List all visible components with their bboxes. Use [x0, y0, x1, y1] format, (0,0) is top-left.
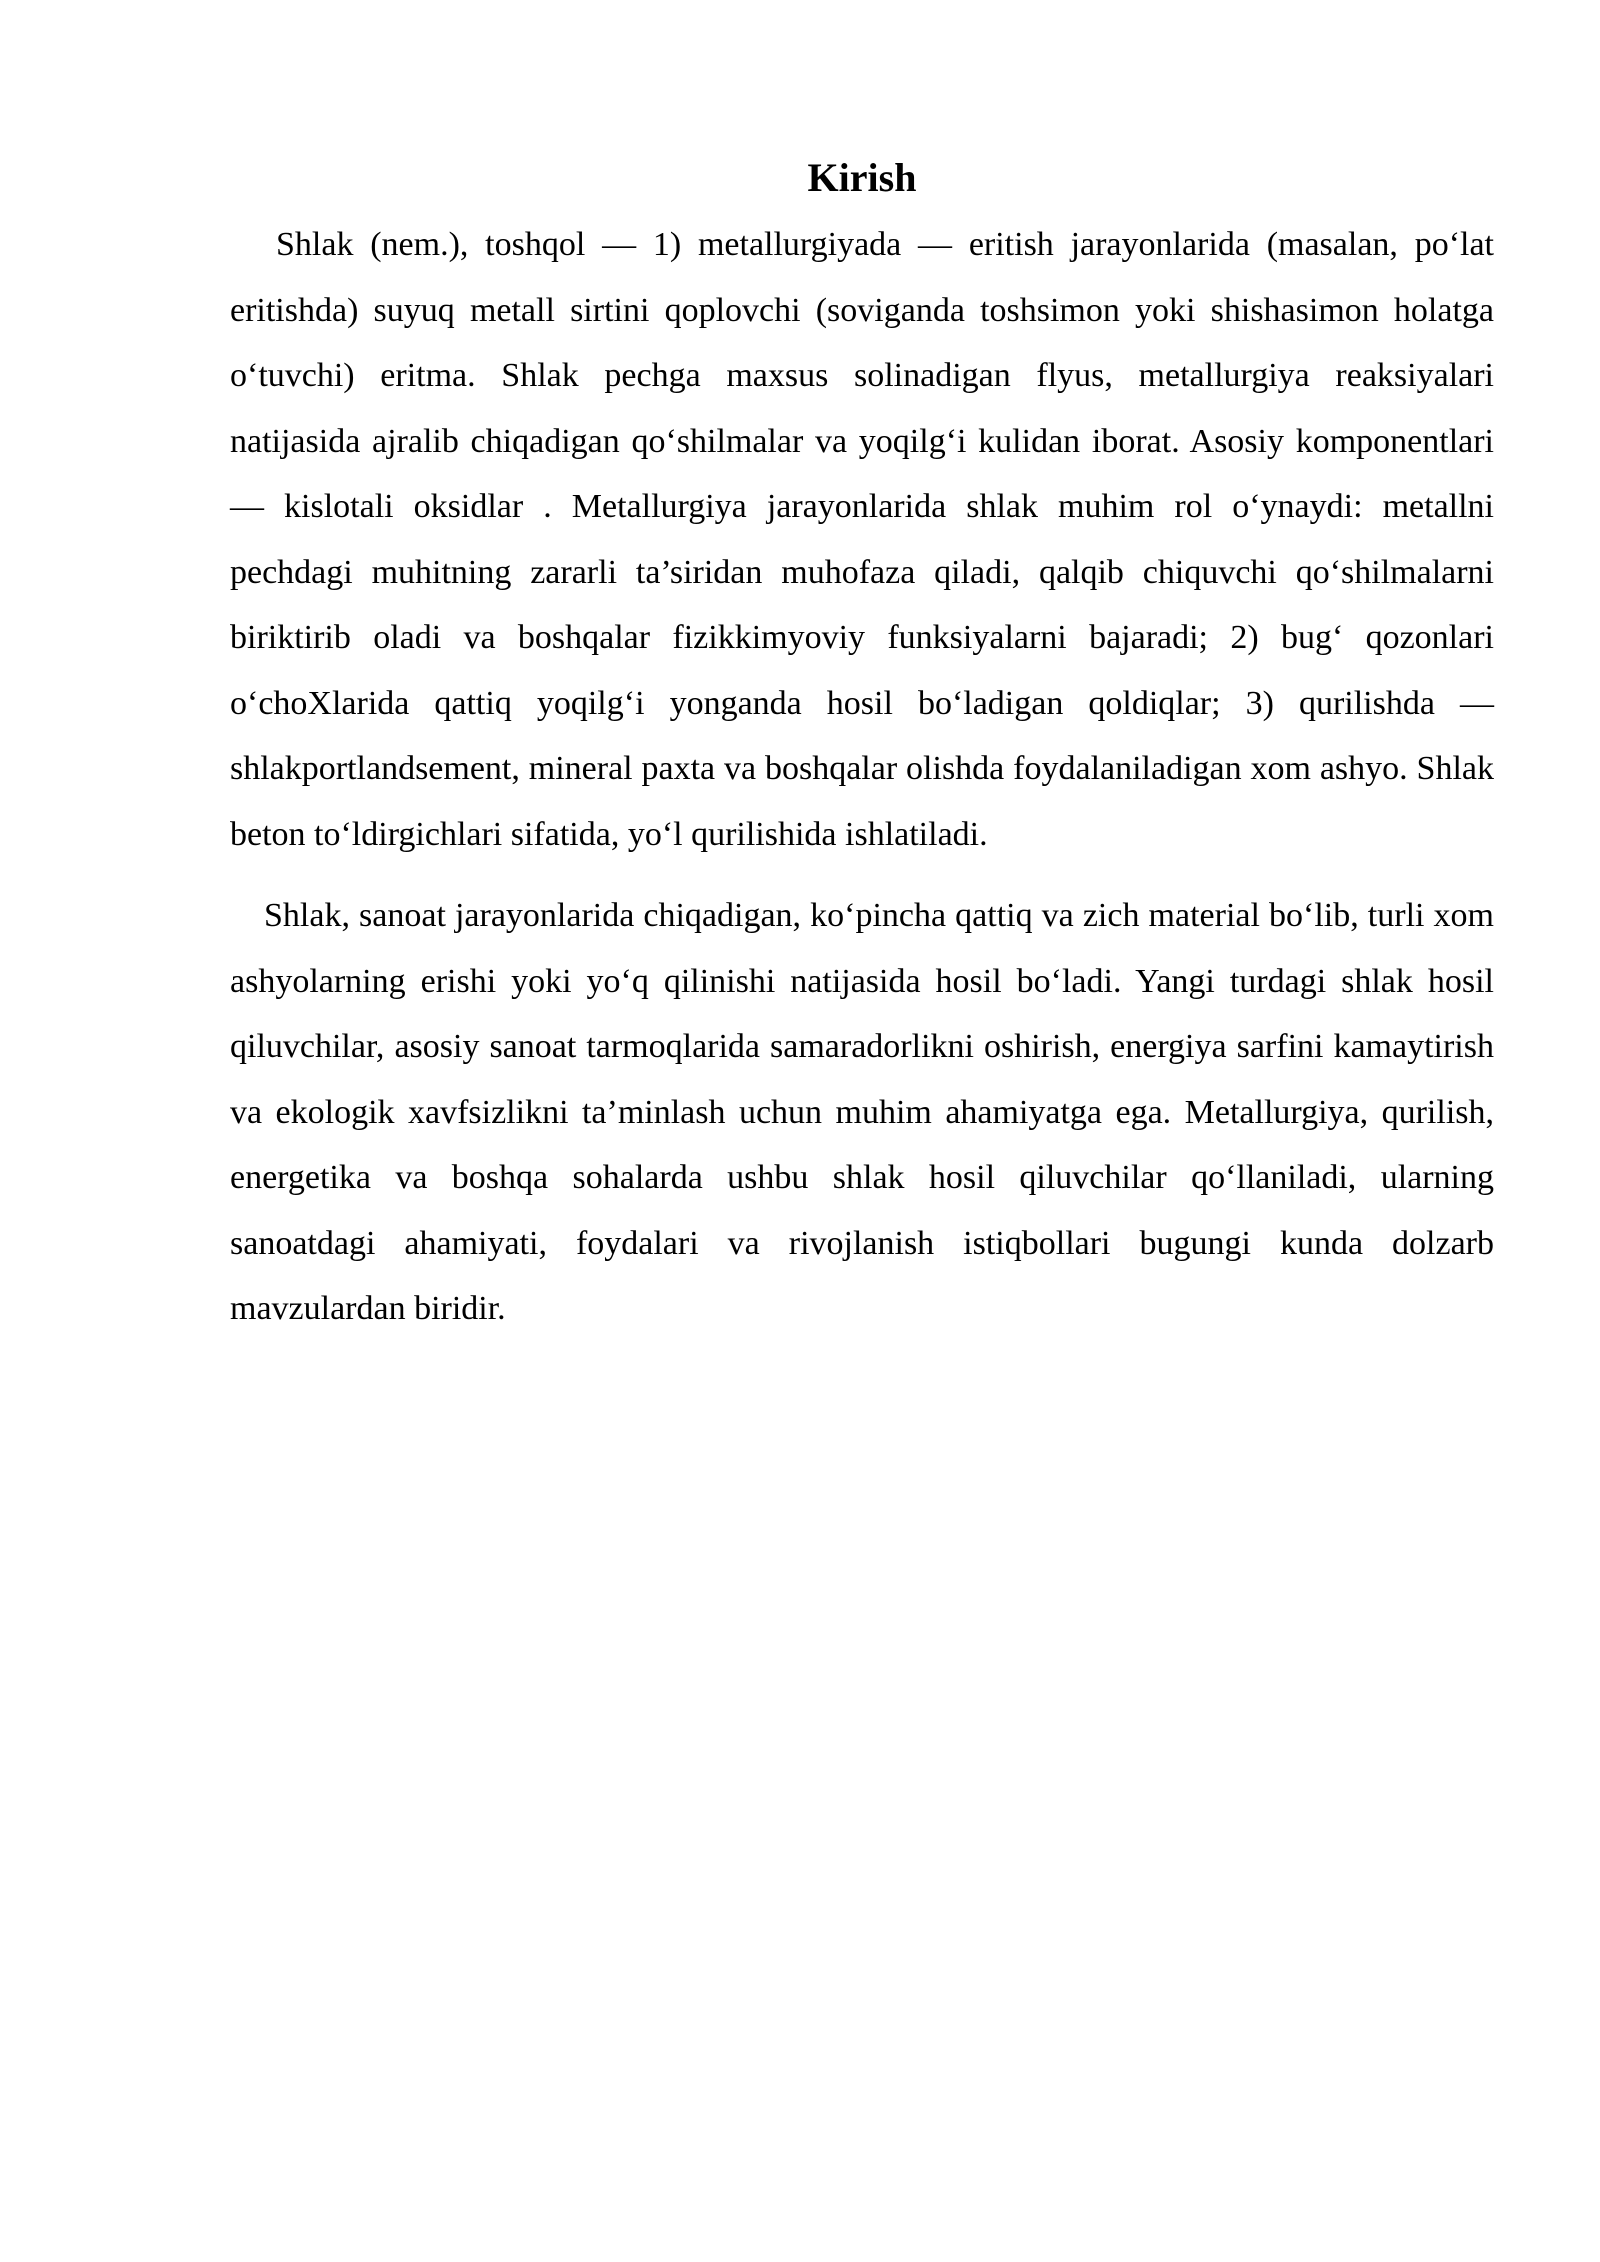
page-title: Kirish — [807, 155, 917, 200]
paragraph-2: Shlak, sanoat jarayonlarida chiqadigan, ko‘pincha qattiq va zich material bo‘lib, turli xom ashyolarning erishi yoki yo‘q qilinishi natijasida hosil bo‘ladi. Yangi turdagi shlak hosil qiluvchilar, asosiy sanoat tarmoqlarida samaradorlikni oshirish, energiya sarfini kamaytirish va ekologik xavfsizlikni ta’minlash uchun muhim ahamiyatga ega. Metallurgiya, qurilish, energetika va boshqa sohalarda ushbu shlak hosil qiluvchilar qo‘llaniladi, ularning sanoatdagi ahamiyati, foydalari va rivojlanish istiqbollari bugungi kunda dolzarb mavzulardan biridir. — [230, 897, 1494, 1327]
page-content — [230, 150, 1494, 1342]
paragraph-1: Shlak (nem.), toshqol — 1) metallurgiyada — eritish jarayonlarida (masalan, po‘lat eritishda) suyuq metall sirtini qoplovchi (soviganda toshsimon yoki shishasimon holatga o‘tuvchi) eritma. Shlak pechga maxsus solinadigan flyus, metallurgiya reaksiyalari natijasida ajralib chiqadigan qo‘shilmalar va yoqilg‘i kulidan iborat. Asosiy komponentlari — kislotali oksidlar . Metallurgiya jarayonlarida shlak muhim rol o‘ynaydi: metallni pechdagi muhitning zararli ta’siridan muhofaza qiladi, qalqib chiquvchi qo‘shilmalarni biriktirib oladi va boshqalar fizikkimyoviy funksiyalarni bajaradi; 2) bug‘ qozonlari o‘choXlarida qattiq yoqilg‘i yonganda hosil bo‘ladigan qoldiqlar; 3) qurilishda — shlakportlandsement, mineral paxta va boshqalar olishda foydalaniladigan xom ashyo. Shlak beton to‘ldirgichlari sifatida, yo‘l qurilishida ishlatiladi. — [230, 226, 1494, 853]
